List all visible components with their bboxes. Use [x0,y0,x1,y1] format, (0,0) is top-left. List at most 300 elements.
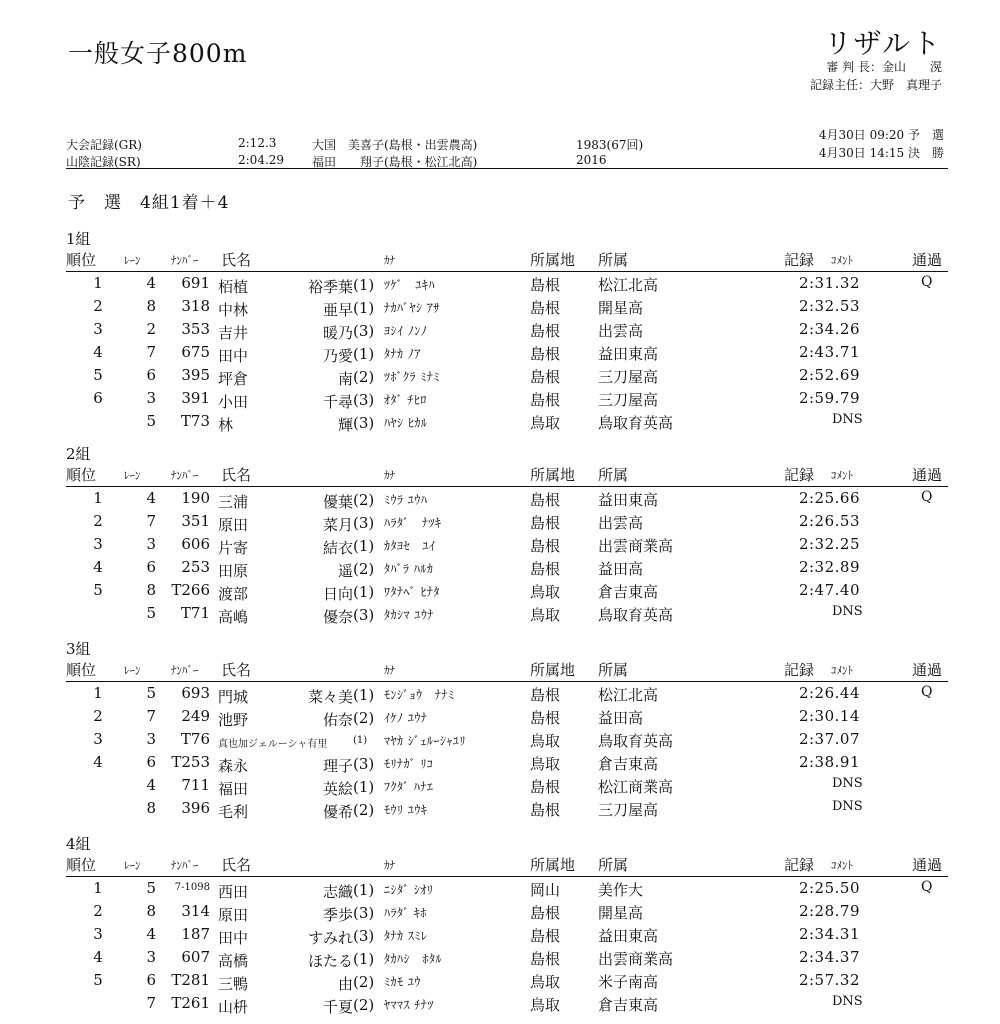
pref-header: 所属地 [530,466,576,484]
record-cell: 2:37.07 [798,730,860,748]
lane-cell: 6 [146,753,156,771]
given-name: 結衣 [322,539,353,557]
family-name: 原田 [218,516,249,534]
grade: (3) [353,606,375,624]
pref-header: 所属地 [530,856,576,874]
record-cell: 2:25.50 [798,879,860,897]
lane-header: ﾚｰﾝ [124,859,141,872]
pref-cell: 島根 [530,927,561,945]
pref-cell: 鳥取 [530,606,561,624]
school-header: 所属 [598,466,629,484]
family-name: 福田 [218,780,249,798]
kana-header: ｶﾅ [384,254,395,267]
place-cell: 1 [93,684,103,702]
number-cell: 711 [181,776,210,794]
lane-cell: 5 [146,604,156,622]
school-cell: 松江商業高 [598,778,674,796]
column-header-row [66,249,948,272]
heat-rows [66,877,948,1015]
table-row [66,410,948,433]
pref-cell: 島根 [530,491,561,509]
school-cell: 出雲高 [598,514,644,532]
heat-label: 1組 [66,230,91,248]
lane-cell: 4 [146,274,156,292]
kana-cell: ﾀﾊﾞﾗ ﾊﾙｶ [384,562,434,576]
heat-block [66,834,948,1015]
column-header-row [66,659,948,682]
comment-header: ｺﾒﾝﾄ [831,469,853,482]
table-row [66,728,948,751]
record-time: 2:12.3 [238,136,277,150]
kana-cell: ﾊﾗﾀﾞ ｷﾎ [384,906,427,920]
lane-header: ﾚｰﾝ [124,664,141,677]
school-cell: 三刀屋高 [598,801,659,819]
pref-cell: 島根 [530,514,561,532]
number-cell: T76 [180,730,210,748]
school-cell: 益田東高 [598,345,659,363]
pref-cell: 岡山 [530,881,561,899]
record-cell: 2:43.71 [798,343,860,361]
school-cell: 益田東高 [598,491,659,509]
table-row [66,751,948,774]
comment-header: ｺﾒﾝﾄ [831,254,853,267]
lane-cell: 4 [146,776,156,794]
lane-cell: 3 [146,948,156,966]
place-header: 順位 [66,856,97,874]
lane-cell: 7 [146,707,156,725]
results-title: リザルト [823,27,942,60]
school-cell: 倉吉東高 [598,996,659,1014]
recorder-line: 記録主任：大野 真理子 [809,78,942,92]
lane-cell: 8 [146,902,156,920]
school-cell: 鳥取育英高 [598,732,674,750]
number-cell: 351 [181,512,210,530]
family-name: 林 [218,416,234,434]
name-header: 氏名 [221,466,252,484]
kana-cell: ﾌｸﾀﾞ ﾊﾅｴ [384,780,434,794]
record-cell: 2:34.26 [798,320,860,338]
place-cell: 2 [93,902,103,920]
place-cell: 5 [93,971,103,989]
grade: (2) [353,709,375,727]
advance-cell: Q [921,684,933,700]
school-cell: 三刀屋高 [598,368,659,386]
school-header: 所属 [598,661,629,679]
record-year: 2016 [576,153,607,167]
table-row [66,900,948,923]
given-name: 千尋 [322,393,353,411]
heat-block [66,639,948,820]
lane-cell: 8 [146,581,156,599]
number-cell: 190 [181,489,210,507]
place-header: 順位 [66,251,97,269]
lane-cell: 7 [146,512,156,530]
record-cell: 2:52.69 [798,366,860,384]
kana-cell: ﾅｶﾊﾞﾔｼ ｱｻ [384,301,440,315]
kana-cell: ﾔﾏﾏｽ ﾁﾅﾂ [384,998,434,1012]
place-cell: 2 [93,512,103,530]
kana-cell: ﾆｼﾀﾞ ｼｵﾘ [384,883,434,897]
school-cell: 出雲商業高 [598,537,674,555]
given-name: 優希 [322,803,353,821]
table-row [66,387,948,410]
grade: (3) [353,755,375,773]
grade: (3) [353,514,375,532]
family-name: 渡部 [218,585,249,603]
number-cell: 253 [181,558,210,576]
family-name: 高橋 [218,952,249,970]
record-cell: 2:30.14 [798,707,860,725]
family-name: 三浦 [218,493,249,511]
pref-cell: 島根 [530,345,561,363]
lane-header: ﾚｰﾝ [124,254,141,267]
lane-cell: 5 [146,684,156,702]
record-header: 記録 [784,661,815,679]
table-row [66,682,948,705]
school-cell: 開星高 [598,299,644,317]
given-name: 日向 [322,585,353,603]
pref-header: 所属地 [530,661,576,679]
given-name: 暖乃 [322,324,353,342]
given-name: 理子 [322,757,353,775]
number-cell: 249 [181,707,210,725]
grade: (3) [353,322,375,340]
table-row [66,946,948,969]
given-name: 由 [337,975,353,993]
schedule-heats: 4月30日 09:20 予 選 [818,128,944,142]
table-row [66,533,948,556]
advance-cell: Q [921,274,933,290]
given-name: 志織 [322,883,353,901]
school-cell: 松江北高 [598,686,659,704]
pref-cell: 鳥取 [530,755,561,773]
number-cell: T281 [171,971,210,989]
pref-cell: 島根 [530,368,561,386]
school-cell: 松江北高 [598,276,659,294]
place-cell: 4 [93,343,103,361]
schedule-final: 4月30日 14:15 決 勝 [818,146,944,160]
comment-cell: DNS [832,776,863,791]
kana-cell: ﾂﾎﾞｸﾗ ﾐﾅﾐ [384,370,440,384]
grade: (2) [353,996,375,1014]
record-cell: 2:32.53 [798,297,860,315]
grade: (2) [353,368,375,386]
grade: (3) [353,904,375,922]
given-name: 千夏 [322,998,353,1016]
lane-cell: 4 [146,925,156,943]
family-name: 山枡 [218,998,249,1016]
family-name: 門城 [218,688,249,706]
heat-rows [66,682,948,820]
family-name: 高嶋 [218,608,249,626]
record-cell: 2:59.79 [798,389,860,407]
lane-cell: 3 [146,389,156,407]
grade: (2) [353,973,375,991]
pref-cell: 島根 [530,322,561,340]
number-header: ﾅﾝﾊﾞｰ [171,469,199,482]
kana-cell: ﾊﾔｼ ﾋｶﾙ [384,416,428,430]
pref-header: 所属地 [530,251,576,269]
school-cell: 益田東高 [598,927,659,945]
given-name: 南 [337,370,353,388]
kana-header: ｶﾅ [384,859,395,872]
place-cell: 5 [93,581,103,599]
lane-cell: 6 [146,558,156,576]
table-row [66,602,948,625]
name-header: 氏名 [221,661,252,679]
name-header: 氏名 [221,856,252,874]
family-name: 坪倉 [218,370,249,388]
number-cell: 396 [181,799,210,817]
school-cell: 鳥取育英高 [598,414,674,432]
school-cell: 倉吉東高 [598,583,659,601]
kana-header: ｶﾅ [384,469,395,482]
number-cell: 7-1098 [174,882,210,893]
record-cell: 2:47.40 [798,581,860,599]
number-cell: 691 [181,274,210,292]
record-time: 2:04.29 [238,153,285,167]
table-row [66,923,948,946]
header-divider [66,168,948,169]
heat-label: 3組 [66,640,91,658]
record-name: 山陰記録(SR) [66,155,141,169]
table-row [66,272,948,295]
pref-cell: 島根 [530,299,561,317]
kana-cell: ｵﾀﾞ ﾁﾋﾛ [384,393,427,407]
table-row [66,510,948,533]
place-cell: 4 [93,558,103,576]
table-row [66,797,948,820]
advance-header: 通過 [912,251,943,269]
place-cell: 6 [93,389,103,407]
kana-cell: ﾖｼｲ ﾉﾝﾉ [384,324,428,338]
lane-cell: 4 [146,489,156,507]
lane-cell: 5 [146,412,156,430]
lane-cell: 7 [146,994,156,1012]
school-cell: 益田高 [598,709,644,727]
school-cell: 開星高 [598,904,644,922]
given-name: 亜早 [322,301,353,319]
grade: (2) [353,491,375,509]
event-title: 一般女子800m [68,39,248,68]
record-cell: 2:32.89 [798,558,860,576]
place-header: 順位 [66,466,97,484]
given-name: 裕季葉 [307,278,353,296]
family-name: 原田 [218,906,249,924]
table-row [66,579,948,602]
number-cell: 693 [181,684,210,702]
grade: (2) [353,801,375,819]
grade: (1) [353,950,375,968]
number-cell: 187 [181,925,210,943]
number-cell: T73 [180,412,210,430]
number-cell: T266 [171,581,210,599]
lane-cell: 7 [146,343,156,361]
school-cell: 出雲商業高 [598,950,674,968]
number-cell: 353 [181,320,210,338]
advance-cell: Q [921,489,933,505]
kana-cell: ｶﾀﾖｾ ﾕｲ [384,539,436,553]
place-cell: 4 [93,948,103,966]
pref-cell: 島根 [530,709,561,727]
place-cell: 2 [93,707,103,725]
record-name: 大会記録(GR) [66,138,142,152]
pref-cell: 鳥取 [530,414,561,432]
heat-label: 4組 [66,835,91,853]
kana-cell: ﾀﾅｶ ｽﾐﾚ [384,929,428,943]
grade: (3) [353,927,375,945]
comment-cell: DNS [832,799,863,814]
number-cell: 318 [181,297,210,315]
grade: (3) [353,391,375,409]
kana-cell: ﾊﾗﾀﾞ ﾅﾂｷ [384,516,442,530]
record-cell: 2:26.53 [798,512,860,530]
school-cell: 美作大 [598,881,644,899]
column-header-row [66,854,948,877]
family-name: 中林 [218,301,249,319]
given-name: 菜々美 [307,688,353,706]
given-name: 英絵 [322,780,353,798]
comment-header: ｺﾒﾝﾄ [831,859,853,872]
given-name: 優葉 [322,493,353,511]
pref-cell: 島根 [530,537,561,555]
advance-header: 通過 [912,466,943,484]
table-row [66,295,948,318]
family-name: 片寄 [218,539,249,557]
number-cell: 606 [181,535,210,553]
place-cell: 5 [93,366,103,384]
table-row [66,877,948,900]
record-cell: 2:57.32 [798,971,860,989]
record-cell: 2:26.44 [798,684,860,702]
record-cell: 2:34.37 [798,948,860,966]
referee-line: 審 判 長：金山 滉 [826,60,942,74]
lane-cell: 2 [146,320,156,338]
school-cell: 出雲高 [598,322,644,340]
grade: (1) [353,881,375,899]
comment-cell: DNS [832,994,863,1009]
school-cell: 益田高 [598,560,644,578]
place-cell: 4 [93,753,103,771]
given-name: すみれ [307,929,353,947]
grade: (1) [353,345,375,363]
kana-cell: ﾓｳﾘ ﾕｳｷ [384,803,428,817]
heat-rows [66,272,948,433]
kana-cell: ﾂｹﾞ ﾕｷﾊ [384,278,436,292]
family-name: 吉井 [218,324,249,342]
lane-header: ﾚｰﾝ [124,469,141,482]
lane-cell: 6 [146,971,156,989]
kana-cell: ﾀﾅｶ ﾉｱ [384,347,421,361]
pref-cell: 島根 [530,560,561,578]
grade: (3) [353,414,375,432]
record-year: 1983(67回) [576,138,644,152]
lane-cell: 6 [146,366,156,384]
table-row [66,364,948,387]
given-name: ほたる [307,952,353,970]
family-name: 栢植 [218,278,249,296]
lane-cell: 5 [146,879,156,897]
family-name: 森永 [218,757,249,775]
pref-cell: 鳥取 [530,732,561,750]
kana-cell: ﾀｶﾊｼ ﾎﾀﾙ [384,952,443,966]
comment-cell: DNS [832,604,863,619]
number-cell: 395 [181,366,210,384]
pref-cell: 島根 [530,801,561,819]
family-name: 三鴨 [218,975,249,993]
round-title: 予 選 4組1着＋4 [68,193,230,213]
heat-label: 2組 [66,445,91,463]
lane-cell: 3 [146,535,156,553]
table-row [66,774,948,797]
kana-cell: ﾐｳﾗ ﾕｳﾊ [384,493,428,507]
number-cell: 607 [181,948,210,966]
table-row [66,318,948,341]
table-row [66,487,948,510]
heat-rows [66,487,948,625]
record-header: 記録 [784,466,815,484]
table-row [66,556,948,579]
place-cell: 3 [93,730,103,748]
school-header: 所属 [598,856,629,874]
grade: (1) [353,299,375,317]
heat-block [66,444,948,625]
place-cell: 3 [93,320,103,338]
table-row [66,341,948,364]
grade: (2) [353,560,375,578]
school-header: 所属 [598,251,629,269]
number-cell: 314 [181,902,210,920]
number-header: ﾅﾝﾊﾞｰ [171,664,199,677]
grade: (1) [353,778,375,796]
place-cell: 3 [93,925,103,943]
place-cell: 2 [93,297,103,315]
place-cell: 1 [93,879,103,897]
heat-block [66,229,948,433]
given-name: 佑奈 [322,711,353,729]
grade: (1) [353,276,375,294]
pref-cell: 島根 [530,778,561,796]
family-name: 田中 [218,347,249,365]
record-header: 記録 [784,251,815,269]
column-header-row [66,464,948,487]
family-name: 小田 [218,393,249,411]
kana-cell: ﾓﾘﾅｶﾞ ﾘｺ [384,757,434,771]
advance-header: 通過 [912,661,943,679]
school-cell: 米子南高 [598,973,659,991]
number-cell: 675 [181,343,210,361]
family-name: 田原 [218,562,249,580]
pref-cell: 鳥取 [530,583,561,601]
number-header: ﾅﾝﾊﾞｰ [171,859,199,872]
comment-cell: DNS [832,412,863,427]
kana-cell: ﾓﾝｼﾞｮｳ ﾅﾅﾐ [384,688,455,702]
grade: (1) [353,537,375,555]
given-name: 菜月 [322,516,353,534]
table-row [66,969,948,992]
given-name: 優奈 [322,608,353,626]
comment-header: ｺﾒﾝﾄ [831,664,853,677]
grade: (1) [353,583,375,601]
record-cell: 2:38.91 [798,753,860,771]
number-cell: T261 [171,994,210,1012]
table-row [66,705,948,728]
given-name: 遥 [337,562,353,580]
given-name: 乃愛 [322,347,353,365]
family-name: 真也加ジェルーシャ有里 [218,739,328,750]
number-cell: T71 [180,604,210,622]
lane-cell: 8 [146,297,156,315]
